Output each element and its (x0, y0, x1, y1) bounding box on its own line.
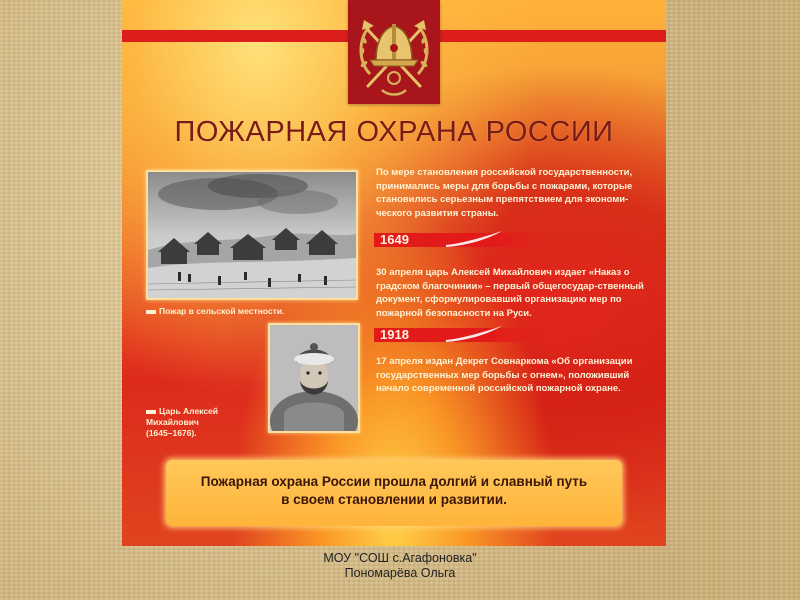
timeline-text-1918: 17 апреля издан Декрет Совнаркома «Об организации государственных мер борьбы с огнем», положивший начало современной российской пожарной охране. (376, 356, 633, 394)
flame-swoosh-icon (444, 229, 504, 249)
banner-line-1: Пожарная охрана России прошла долгий и славный путь (200, 474, 588, 489)
village-fire-image (146, 170, 358, 300)
timeline-year-bar-1649 (374, 233, 544, 247)
village-caption-text: Пожар в сельской местности. (159, 306, 285, 316)
tsar-caption-line2: (1645–1676). (146, 428, 197, 438)
timeline-year-1649: 1649 (380, 232, 409, 247)
banner-line-2: в своем становлении и развитии. (281, 492, 507, 507)
fire-helmet-emblem-icon (352, 4, 436, 100)
footer-school: МОУ "СОШ с.Агафоновка" (323, 551, 477, 565)
slide-footer (0, 551, 800, 581)
timeline-year-1918: 1918 (380, 327, 409, 342)
poster-title: ПОЖАРНАЯ ОХРАНА РОССИИ (174, 116, 614, 148)
caption-bullet (146, 310, 156, 314)
conclusion-banner (166, 460, 622, 526)
timeline-year-bar-1918 (374, 328, 544, 342)
tsar-portrait-caption (146, 406, 268, 439)
caption-bullet (146, 410, 156, 414)
flame-swoosh-icon (444, 324, 504, 344)
village-image-caption (146, 306, 356, 317)
footer-author: Пономарёва Ольга (344, 566, 456, 580)
timeline-text-1649: 30 апреля царь Алексей Михайлович издает «Наказ о градском благочинии» – первый общегосудар-ственный документ, сформулировавший организацию мер по пожарной безопасности на Руси. (376, 267, 644, 319)
intro-paragraph: По мере становления российской государственности, принимались меры для борьбы с пожарами, которые становились серьезным препятствием для экономи-ческого развития страны. (376, 167, 633, 219)
tsar-portrait-image (268, 323, 360, 433)
poster (122, 0, 666, 546)
tsar-caption-line1: Царь Алексей Михайлович (146, 406, 219, 427)
emblem-box (348, 0, 440, 104)
